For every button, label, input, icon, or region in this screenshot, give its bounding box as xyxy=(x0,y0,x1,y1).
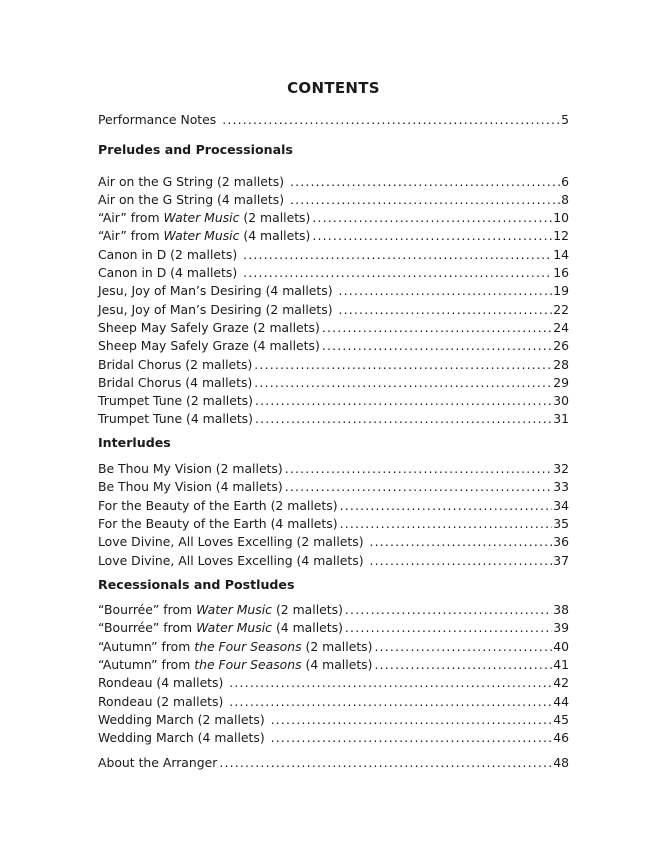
dot-leader xyxy=(255,392,552,410)
toc-entry[interactable] xyxy=(98,301,569,319)
entry-title xyxy=(98,478,285,496)
page-number: 10 xyxy=(553,210,569,226)
entry-title-post: (2 mallets) xyxy=(239,210,311,226)
entry-title xyxy=(98,356,254,374)
toc-entry[interactable] xyxy=(98,264,569,282)
entry-title-pre: Love Divine, All Loves Excelling (2 mallets) xyxy=(98,534,368,550)
entry-title xyxy=(98,173,290,191)
entry-title xyxy=(98,552,369,570)
dot-leader xyxy=(285,460,553,478)
page-number: 46 xyxy=(553,730,569,746)
dot-leader xyxy=(374,656,552,674)
dot-leader xyxy=(222,111,560,129)
entry-title xyxy=(98,282,339,300)
entry-title-pre: Performance Notes xyxy=(98,112,221,127)
dot-leader xyxy=(312,227,552,245)
entry-title xyxy=(98,191,290,209)
toc-entry[interactable] xyxy=(98,460,569,478)
entry-title-pre: Trumpet Tune (4 mallets) xyxy=(98,411,253,427)
entry-title-pre: Jesu, Joy of Man’s Desiring (4 mallets) xyxy=(98,283,337,299)
entry-title xyxy=(98,693,229,711)
entry-title xyxy=(98,209,312,227)
dot-leader xyxy=(219,754,552,772)
dot-leader xyxy=(345,619,552,637)
toc-entry[interactable] xyxy=(98,111,569,129)
toc-entry-about-the-arranger[interactable] xyxy=(98,754,569,772)
page-number: 14 xyxy=(553,246,569,262)
dot-leader xyxy=(243,264,552,282)
page-number: 29 xyxy=(553,374,569,390)
entry-title xyxy=(98,319,322,337)
dot-leader xyxy=(369,552,552,570)
entry-title-pre: Rondeau (4 mallets) xyxy=(98,675,228,691)
dot-leader xyxy=(285,478,553,496)
page-number: 19 xyxy=(553,283,569,299)
page-number: 45 xyxy=(553,711,569,727)
dot-leader xyxy=(290,173,560,191)
entry-title xyxy=(98,301,339,319)
entry-title xyxy=(98,264,243,282)
entry-title-italic: Water Music xyxy=(196,620,272,636)
entry-title-pre: Sheep May Safely Graze (4 mallets) xyxy=(98,338,320,354)
entry-title xyxy=(98,754,219,772)
entry-title xyxy=(98,601,345,619)
toc-entry[interactable] xyxy=(98,392,569,410)
entry-title-pre: Rondeau (2 mallets) xyxy=(98,693,228,709)
toc-entry[interactable] xyxy=(98,246,569,264)
section-heading: Recessionals and Postludes xyxy=(98,576,295,592)
entry-title xyxy=(98,111,222,129)
page-number: 5 xyxy=(561,112,569,127)
dot-leader xyxy=(255,410,552,428)
entry-title-pre: Jesu, Joy of Man’s Desiring (2 mallets) xyxy=(98,301,337,317)
entry-title-pre: Wedding March (4 mallets) xyxy=(98,730,269,746)
toc-entry[interactable] xyxy=(98,173,569,191)
toc-entry[interactable] xyxy=(98,191,569,209)
page-number: 48 xyxy=(553,754,569,770)
dot-leader xyxy=(340,515,553,533)
entry-title-pre: “Air” from xyxy=(98,210,164,226)
toc-sections xyxy=(98,141,569,747)
toc-entry[interactable] xyxy=(98,601,569,619)
toc-entry[interactable] xyxy=(98,656,569,674)
dot-leader xyxy=(339,301,553,319)
toc-entry[interactable] xyxy=(98,754,569,772)
toc-entry[interactable] xyxy=(98,729,569,747)
toc-entry[interactable] xyxy=(98,693,569,711)
entry-title-pre: Be Thou My Vision (2 mallets) xyxy=(98,461,283,477)
entry-title xyxy=(98,246,243,264)
page-number: 22 xyxy=(553,301,569,317)
table-of-contents xyxy=(98,78,569,772)
toc-entry[interactable] xyxy=(98,282,569,300)
page-number: 41 xyxy=(553,657,569,673)
entry-title-pre: Canon in D (4 mallets) xyxy=(98,265,242,281)
dot-leader xyxy=(374,638,552,656)
entry-title-pre: Be Thou My Vision (4 mallets) xyxy=(98,479,283,495)
entry-title-pre: Bridal Chorus (2 mallets) xyxy=(98,356,253,372)
entry-title xyxy=(98,410,255,428)
section-heading: Interludes xyxy=(98,434,171,450)
toc-entry[interactable] xyxy=(98,533,569,551)
entry-title-pre: Canon in D (2 mallets) xyxy=(98,246,242,262)
dot-leader xyxy=(271,729,553,747)
section-heading: Preludes and Processionals xyxy=(98,142,293,158)
entry-title-italic: Water Music xyxy=(196,602,272,618)
entry-title xyxy=(98,460,285,478)
entry-title-pre: “Autumn” from xyxy=(98,657,195,673)
entry-title-pre: “Air” from xyxy=(98,228,164,244)
page-number: 33 xyxy=(553,479,569,495)
toc-entry[interactable] xyxy=(98,638,569,656)
entry-title-pre: Air on the G String (2 mallets) xyxy=(98,173,288,189)
page-number: 44 xyxy=(553,693,569,709)
entry-title-post: (4 mallets) xyxy=(272,620,343,636)
page-number: 31 xyxy=(553,411,569,427)
entry-title-italic: Water Music xyxy=(163,210,240,226)
dot-leader xyxy=(312,209,552,227)
page-number: 40 xyxy=(553,638,569,654)
entry-title xyxy=(98,674,229,692)
entry-title-pre: “Bourrée” from xyxy=(98,602,197,618)
toc-entry[interactable] xyxy=(98,374,569,392)
entry-title-post: (4 mallets) xyxy=(239,228,311,244)
page-number: 35 xyxy=(553,515,569,531)
page-number: 39 xyxy=(553,620,569,636)
page-number: 16 xyxy=(553,265,569,281)
entry-title-italic: the Four Seasons xyxy=(194,657,302,673)
page-number: 28 xyxy=(553,356,569,372)
dot-leader xyxy=(290,191,560,209)
toc-entry[interactable] xyxy=(98,478,569,496)
entry-title-pre: Wedding March (2 mallets) xyxy=(98,711,269,727)
page-number: 32 xyxy=(553,461,569,477)
entry-title-pre: Air on the G String (4 mallets) xyxy=(98,191,288,207)
toc-entry[interactable] xyxy=(98,619,569,637)
page-number: 8 xyxy=(561,191,569,207)
entry-title-italic: Water Music xyxy=(163,228,240,244)
toc-entry[interactable] xyxy=(98,227,569,245)
entry-title-pre: “Autumn” from xyxy=(98,638,195,654)
entry-title-post: (2 mallets) xyxy=(272,602,343,618)
page-number: 37 xyxy=(553,552,569,568)
dot-leader xyxy=(322,337,552,355)
entry-title xyxy=(98,374,254,392)
entry-title xyxy=(98,619,345,637)
entry-title-pre: “Bourrée” from xyxy=(98,620,197,636)
dot-leader xyxy=(271,711,553,729)
entry-title-pre: For the Beauty of the Earth (4 mallets) xyxy=(98,515,338,531)
dot-leader xyxy=(229,693,552,711)
dot-leader xyxy=(254,374,552,392)
page-number: 42 xyxy=(553,675,569,691)
entry-title xyxy=(98,515,340,533)
toc-entry[interactable] xyxy=(98,319,569,337)
entry-title xyxy=(98,533,369,551)
entry-title xyxy=(98,392,255,410)
entry-title-pre: Love Divine, All Loves Excelling (4 mallets) xyxy=(98,552,368,568)
dot-leader xyxy=(340,497,553,515)
dot-leader xyxy=(369,533,552,551)
entry-title-pre: Bridal Chorus (4 mallets) xyxy=(98,374,253,390)
entry-title xyxy=(98,497,340,515)
dot-leader xyxy=(322,319,552,337)
page-number: 26 xyxy=(553,338,569,354)
dot-leader xyxy=(229,674,552,692)
toc-entry[interactable] xyxy=(98,674,569,692)
page-number: 6 xyxy=(561,173,569,189)
dot-leader xyxy=(339,282,553,300)
page-number: 34 xyxy=(553,497,569,513)
page-number: 12 xyxy=(553,228,569,244)
toc-entry[interactable] xyxy=(98,711,569,729)
dot-leader xyxy=(243,246,552,264)
page-number: 38 xyxy=(553,602,569,618)
toc-entry[interactable] xyxy=(98,410,569,428)
toc-entry[interactable] xyxy=(98,337,569,355)
entry-title-pre: Sheep May Safely Graze (2 mallets) xyxy=(98,319,320,335)
entry-title-post: (2 mallets) xyxy=(301,638,373,654)
entry-title xyxy=(98,638,374,656)
entry-title-post: (4 mallets) xyxy=(301,657,373,673)
entry-title xyxy=(98,711,271,729)
toc-entry[interactable] xyxy=(98,209,569,227)
toc-entry[interactable] xyxy=(98,356,569,374)
toc-entry[interactable] xyxy=(98,552,569,570)
toc-entry[interactable] xyxy=(98,497,569,515)
entry-title xyxy=(98,729,271,747)
page-number: 36 xyxy=(553,534,569,550)
dot-leader xyxy=(254,356,552,374)
page-title: CONTENTS xyxy=(287,79,380,97)
page-number: 24 xyxy=(553,319,569,335)
entry-title xyxy=(98,656,374,674)
entry-title xyxy=(98,227,312,245)
toc-entry-performance-notes[interactable] xyxy=(98,111,569,129)
toc-entry[interactable] xyxy=(98,515,569,533)
entry-title-pre: Trumpet Tune (2 mallets) xyxy=(98,393,253,409)
page-number: 30 xyxy=(553,393,569,409)
entry-title xyxy=(98,337,322,355)
entry-title-pre: About the Arranger xyxy=(98,754,218,770)
entry-title-pre: For the Beauty of the Earth (2 mallets) xyxy=(98,497,338,513)
dot-leader xyxy=(345,601,552,619)
entry-title-italic: the Four Seasons xyxy=(194,638,302,654)
